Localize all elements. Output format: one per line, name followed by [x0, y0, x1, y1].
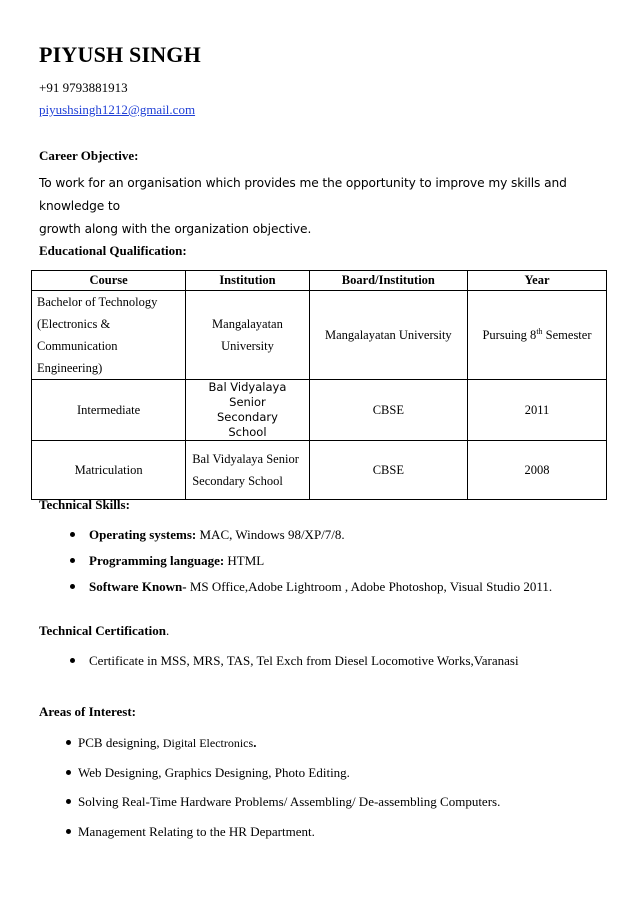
board-cell: Mangalayatan University — [309, 291, 467, 380]
objective-line: growth along with the organization objective. — [39, 222, 312, 236]
course-cell: Intermediate — [32, 380, 186, 441]
course-cell: Matriculation — [32, 441, 186, 500]
board-cell: CBSE — [309, 380, 467, 441]
course-cell — [32, 291, 186, 380]
list-item: Web Designing, Graphics Designing, Photo Editing. — [66, 760, 500, 790]
course-line: Bachelor of Technology — [37, 295, 158, 309]
column-header-board: Board/Institution — [309, 271, 467, 291]
year-cell: 2008 — [468, 441, 607, 500]
list-item — [66, 730, 500, 760]
certification-heading — [39, 623, 169, 639]
year-text: Pursuing 8 — [482, 327, 537, 342]
phone-number: +91 9793881913 — [39, 80, 128, 95]
interest-text-period: . — [253, 735, 257, 750]
institution-cell — [186, 441, 309, 500]
institution-line: University — [221, 339, 274, 353]
list-item: Certificate in MSS, MRS, TAS, Tel Exch from Diesel Locomotive Works,Varanasi — [70, 648, 519, 674]
list-item: Solving Real-Time Hardware Problems/ Assembling/ De-assembling Computers. — [66, 789, 500, 819]
column-header-year: Year — [468, 271, 607, 291]
board-cell: CBSE — [309, 441, 467, 500]
skill-value: MAC, Windows 98/XP/7/8. — [196, 527, 345, 542]
skill-label: Software Known- — [89, 579, 187, 594]
interest-text-small: Digital Electronics — [162, 736, 254, 750]
institution-cell — [186, 380, 309, 441]
ordinal-suffix: th — [536, 326, 543, 336]
institution-line: Mangalayatan — [212, 317, 283, 331]
table-row — [32, 380, 607, 441]
objective-line: To work for an organisation which provides me the opportunity to improve my skills and knowledge to — [39, 176, 567, 213]
column-header-course: Course — [32, 271, 186, 291]
year-cell — [468, 291, 607, 380]
career-objective-text — [39, 172, 614, 241]
course-line: Communication — [37, 339, 118, 353]
skill-label: Programming language: — [89, 553, 225, 568]
year-text-suffix: Semester — [542, 327, 592, 342]
table-row — [32, 291, 607, 380]
email-link[interactable]: piyushsingh1212@gmail.com — [39, 102, 196, 117]
certification-heading-text: Technical Certification — [39, 623, 166, 638]
list-item — [70, 548, 552, 574]
areas-of-interest-heading: Areas of Interest: — [39, 704, 136, 719]
table-header-row — [32, 271, 607, 291]
institution-cell — [186, 291, 309, 380]
skill-label: Operating systems: — [89, 527, 197, 542]
course-line: (Electronics & — [37, 317, 111, 331]
list-item: Management Relating to the HR Department. — [66, 819, 500, 849]
institution-line: School — [228, 425, 267, 439]
institution-line: Secondary School — [192, 474, 283, 488]
education-heading: Educational Qualification: — [39, 243, 187, 258]
institution-line: Bal Vidyalaya Senior — [208, 380, 287, 409]
list-item — [70, 574, 552, 600]
education-table — [31, 270, 607, 500]
institution-line: Bal Vidyalaya Senior — [192, 452, 299, 466]
technical-skills-heading: Technical Skills: — [39, 497, 130, 512]
skill-value: MS Office,Adobe Lightroom , Adobe Photoshop, Visual Studio 2011. — [186, 579, 553, 594]
list-item — [70, 522, 552, 548]
interest-text: PCB designing, — [78, 735, 163, 750]
column-header-institution: Institution — [186, 271, 309, 291]
certification-list — [70, 648, 519, 674]
interests-list — [66, 730, 500, 848]
institution-line: Secondary — [217, 410, 278, 424]
certification-heading-period: . — [165, 623, 170, 638]
table-row — [32, 441, 607, 500]
candidate-name: PIYUSH SINGH — [39, 42, 201, 67]
year-cell: 2011 — [468, 380, 607, 441]
technical-skills-list — [70, 522, 552, 600]
course-line: Engineering) — [37, 361, 103, 375]
skill-value: HTML — [224, 553, 265, 568]
career-objective-heading: Career Objective: — [39, 148, 139, 163]
